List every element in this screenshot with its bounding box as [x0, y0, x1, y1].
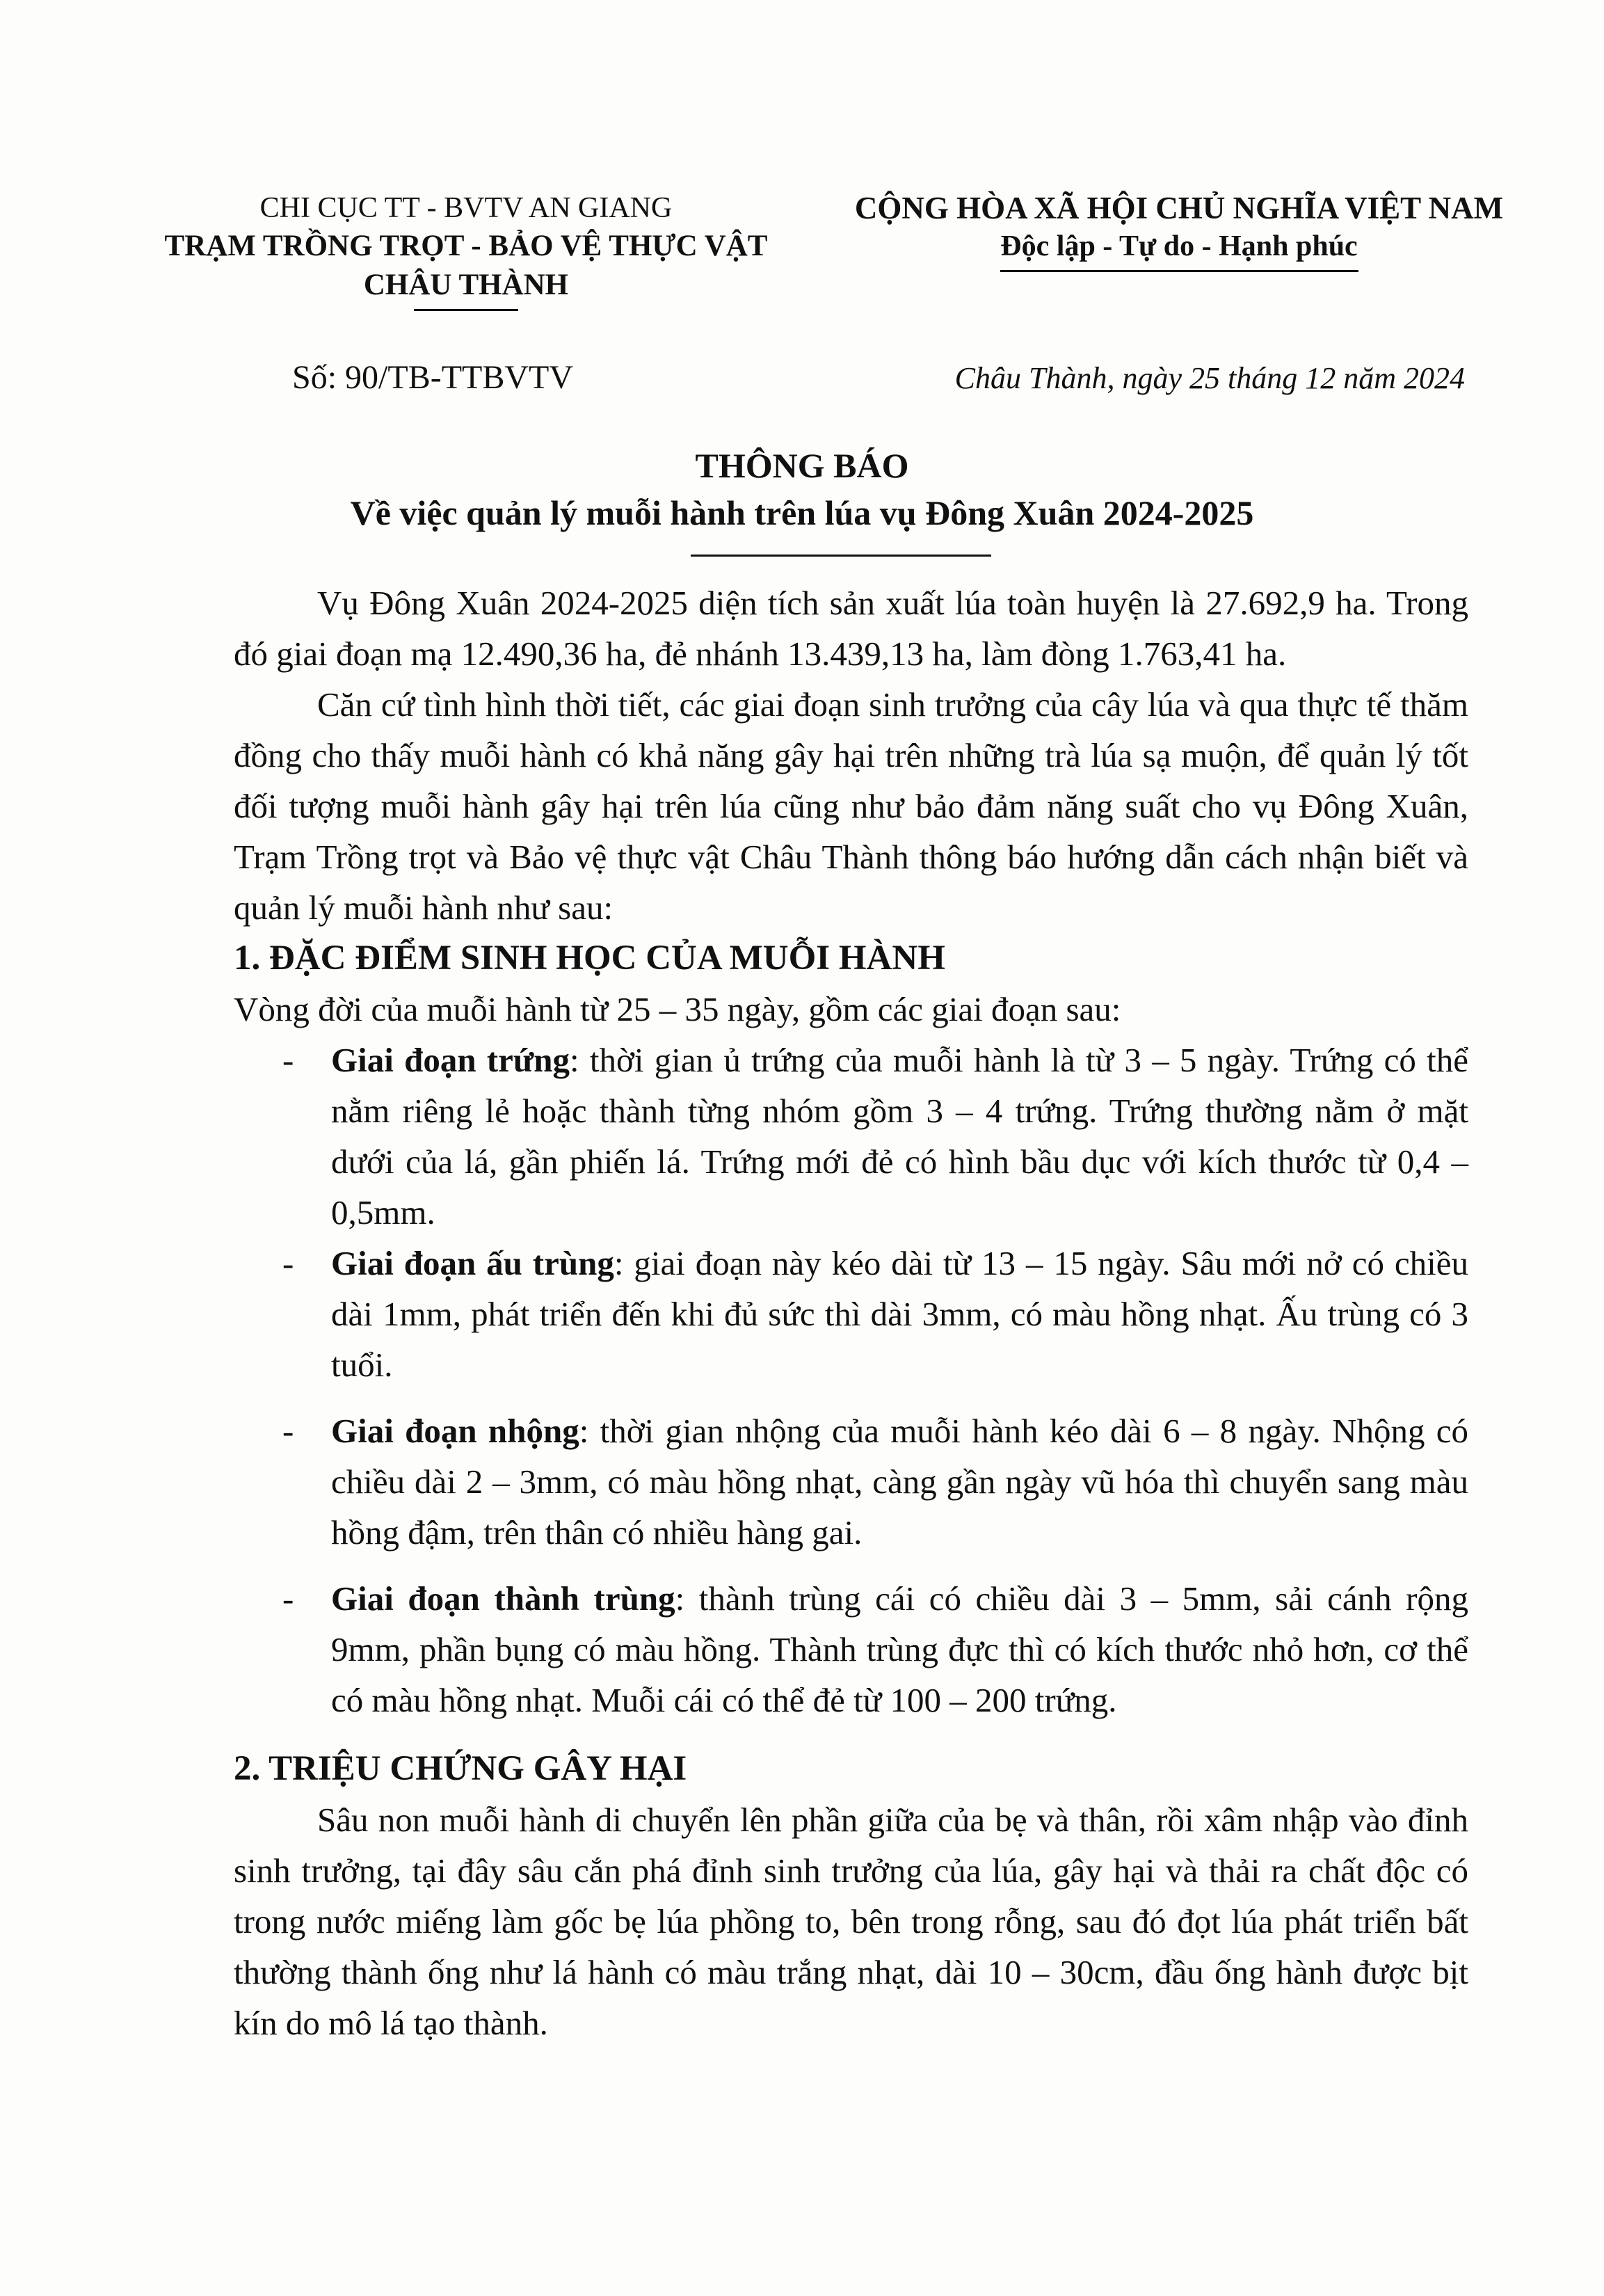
document-subtitle: Về việc quản lý muỗi hành trên lúa vụ Đông Xuân 2024-2025	[350, 493, 1254, 532]
agency-name: TRẠM TRỒNG TRỌT - BẢO VỆ THỰC VẬT	[164, 230, 768, 262]
stage-label: Giai đoạn trứng	[331, 1041, 570, 1079]
life-stage-list	[234, 1035, 1468, 1725]
intro-paragraph-2: Căn cứ tình hình thời tiết, các giai đoạn sinh trưởng của cây lúa và qua thực tế thăm đồng cho thấy muỗi hành có khả năng gây hại trên những trà lúa sạ muộn, để quản lý tốt đối tượng muỗi hành gây hại trên lúa cũng như bảo đảm năng suất cho vụ Đông Xuân, Trạm Trồng trọt và Bảo vệ thực vật Châu Thành thông báo hướng dẫn cách nhận biết và quản lý muỗi hành như sau:	[234, 685, 1468, 927]
stage-label: Giai đoạn thành trùng	[331, 1579, 675, 1618]
section-2-paragraph: Sâu non muỗi hành di chuyển lên phần giữa của bẹ và thân, rồi xâm nhập vào đỉnh sinh trưởng, tại đây sâu cắn phá đỉnh sinh trưởng của lúa, gây hại và thải ra chất độc có trong nước miếng làm gốc bẹ lúa phồng to, bên trong rỗng, sau đó đọt lúa phát triển bất thường thành ống như lá hành có màu trắng nhạt, dài 10 – 30cm, đầu ống hành được bịt kín do mô lá tạo thành.	[234, 1801, 1468, 2042]
section-2-heading: 2. TRIỆU CHỨNG GÂY HẠI	[234, 1749, 687, 1788]
stage-label: Giai đoạn ấu trùng	[331, 1244, 614, 1282]
stage-text: : thời gian nhộng của muỗi hành kéo dài 6 – 8 ngày. Nhộng có chiều dài 2 – 3mm, có màu hồng nhạt, càng gần ngày vũ hóa thì chuyển sang màu hồng đậm, trên thân có nhiều hàng gai.	[331, 1412, 1468, 1552]
agency-parent: CHI CỤC TT - BVTV AN GIANG	[259, 192, 673, 224]
document-title: THÔNG BÁO	[695, 446, 909, 485]
stage-text: : thành trùng cái có chiều dài 3 – 5mm, sải cánh rộng 9mm, phần bụng có màu hồng. Thành trùng đực thì có kích thước nhỏ hơn, cơ thể có màu hồng nhạt. Muỗi cái có thể đẻ từ 100 – 200 trứng.	[331, 1579, 1468, 1719]
country-name: CỘNG HÒA XÃ HỘI CHỦ NGHĨA VIỆT NAM	[854, 191, 1504, 225]
motto-underline	[1000, 270, 1358, 272]
bullet-dash: -	[282, 1579, 294, 1618]
section-1-heading: 1. ĐẶC ĐIỂM SINH HỌC CỦA MUỖI HÀNH	[234, 939, 945, 978]
list-item	[234, 1405, 1468, 1558]
bullet-dash: -	[282, 1412, 294, 1450]
bullet-dash: -	[282, 1041, 294, 1079]
national-motto	[821, 189, 1537, 272]
stage-text: : giai đoạn này kéo dài từ 13 – 15 ngày. Sâu mới nở có chiều dài 1mm, phát triển đến khi đủ sức thì dài 3mm, có màu hồng nhạt. Ấu trùng có 3 tuổi.	[331, 1244, 1468, 1384]
list-item	[234, 1573, 1468, 1725]
document-number: Số: 90/TB-TTBVTV	[292, 359, 573, 396]
stage-text: : thời gian ủ trứng của muỗi hành là từ 3 – 5 ngày. Trứng có thể nằm riêng lẻ hoặc thành từng nhóm gồm 3 – 4 trứng. Trứng thường nằm ở mặt dưới của lá, gần phiến lá. Trứng mới đẻ có hình bầu dục với kích thước từ 0,4 – 0,5mm.	[331, 1041, 1468, 1231]
agency-location: CHÂU THÀNH	[363, 269, 569, 301]
stage-label: Giai đoạn nhộng	[331, 1412, 579, 1450]
section-1-lead: Vòng đời của muỗi hành từ 25 – 35 ngày, gồm các giai đoạn sau:	[234, 990, 1121, 1028]
list-item	[234, 1238, 1468, 1390]
issuing-agency	[132, 189, 800, 311]
motto: Độc lập - Tự do - Hạnh phúc	[1000, 230, 1358, 262]
title-underline	[691, 555, 991, 557]
document-body	[234, 577, 1468, 2048]
intro-paragraph-1: Vụ Đông Xuân 2024-2025 diện tích sản xuất lúa toàn huyện là 27.692,9 ha. Trong đó giai đoạn mạ 12.490,36 ha, đẻ nhánh 13.439,13 ha, làm đòng 1.763,41 ha.	[234, 584, 1468, 673]
bullet-dash: -	[282, 1244, 294, 1282]
list-item	[234, 1035, 1468, 1238]
agency-underline	[414, 309, 518, 311]
document-date: Châu Thành, ngày 25 tháng 12 năm 2024	[954, 361, 1465, 395]
